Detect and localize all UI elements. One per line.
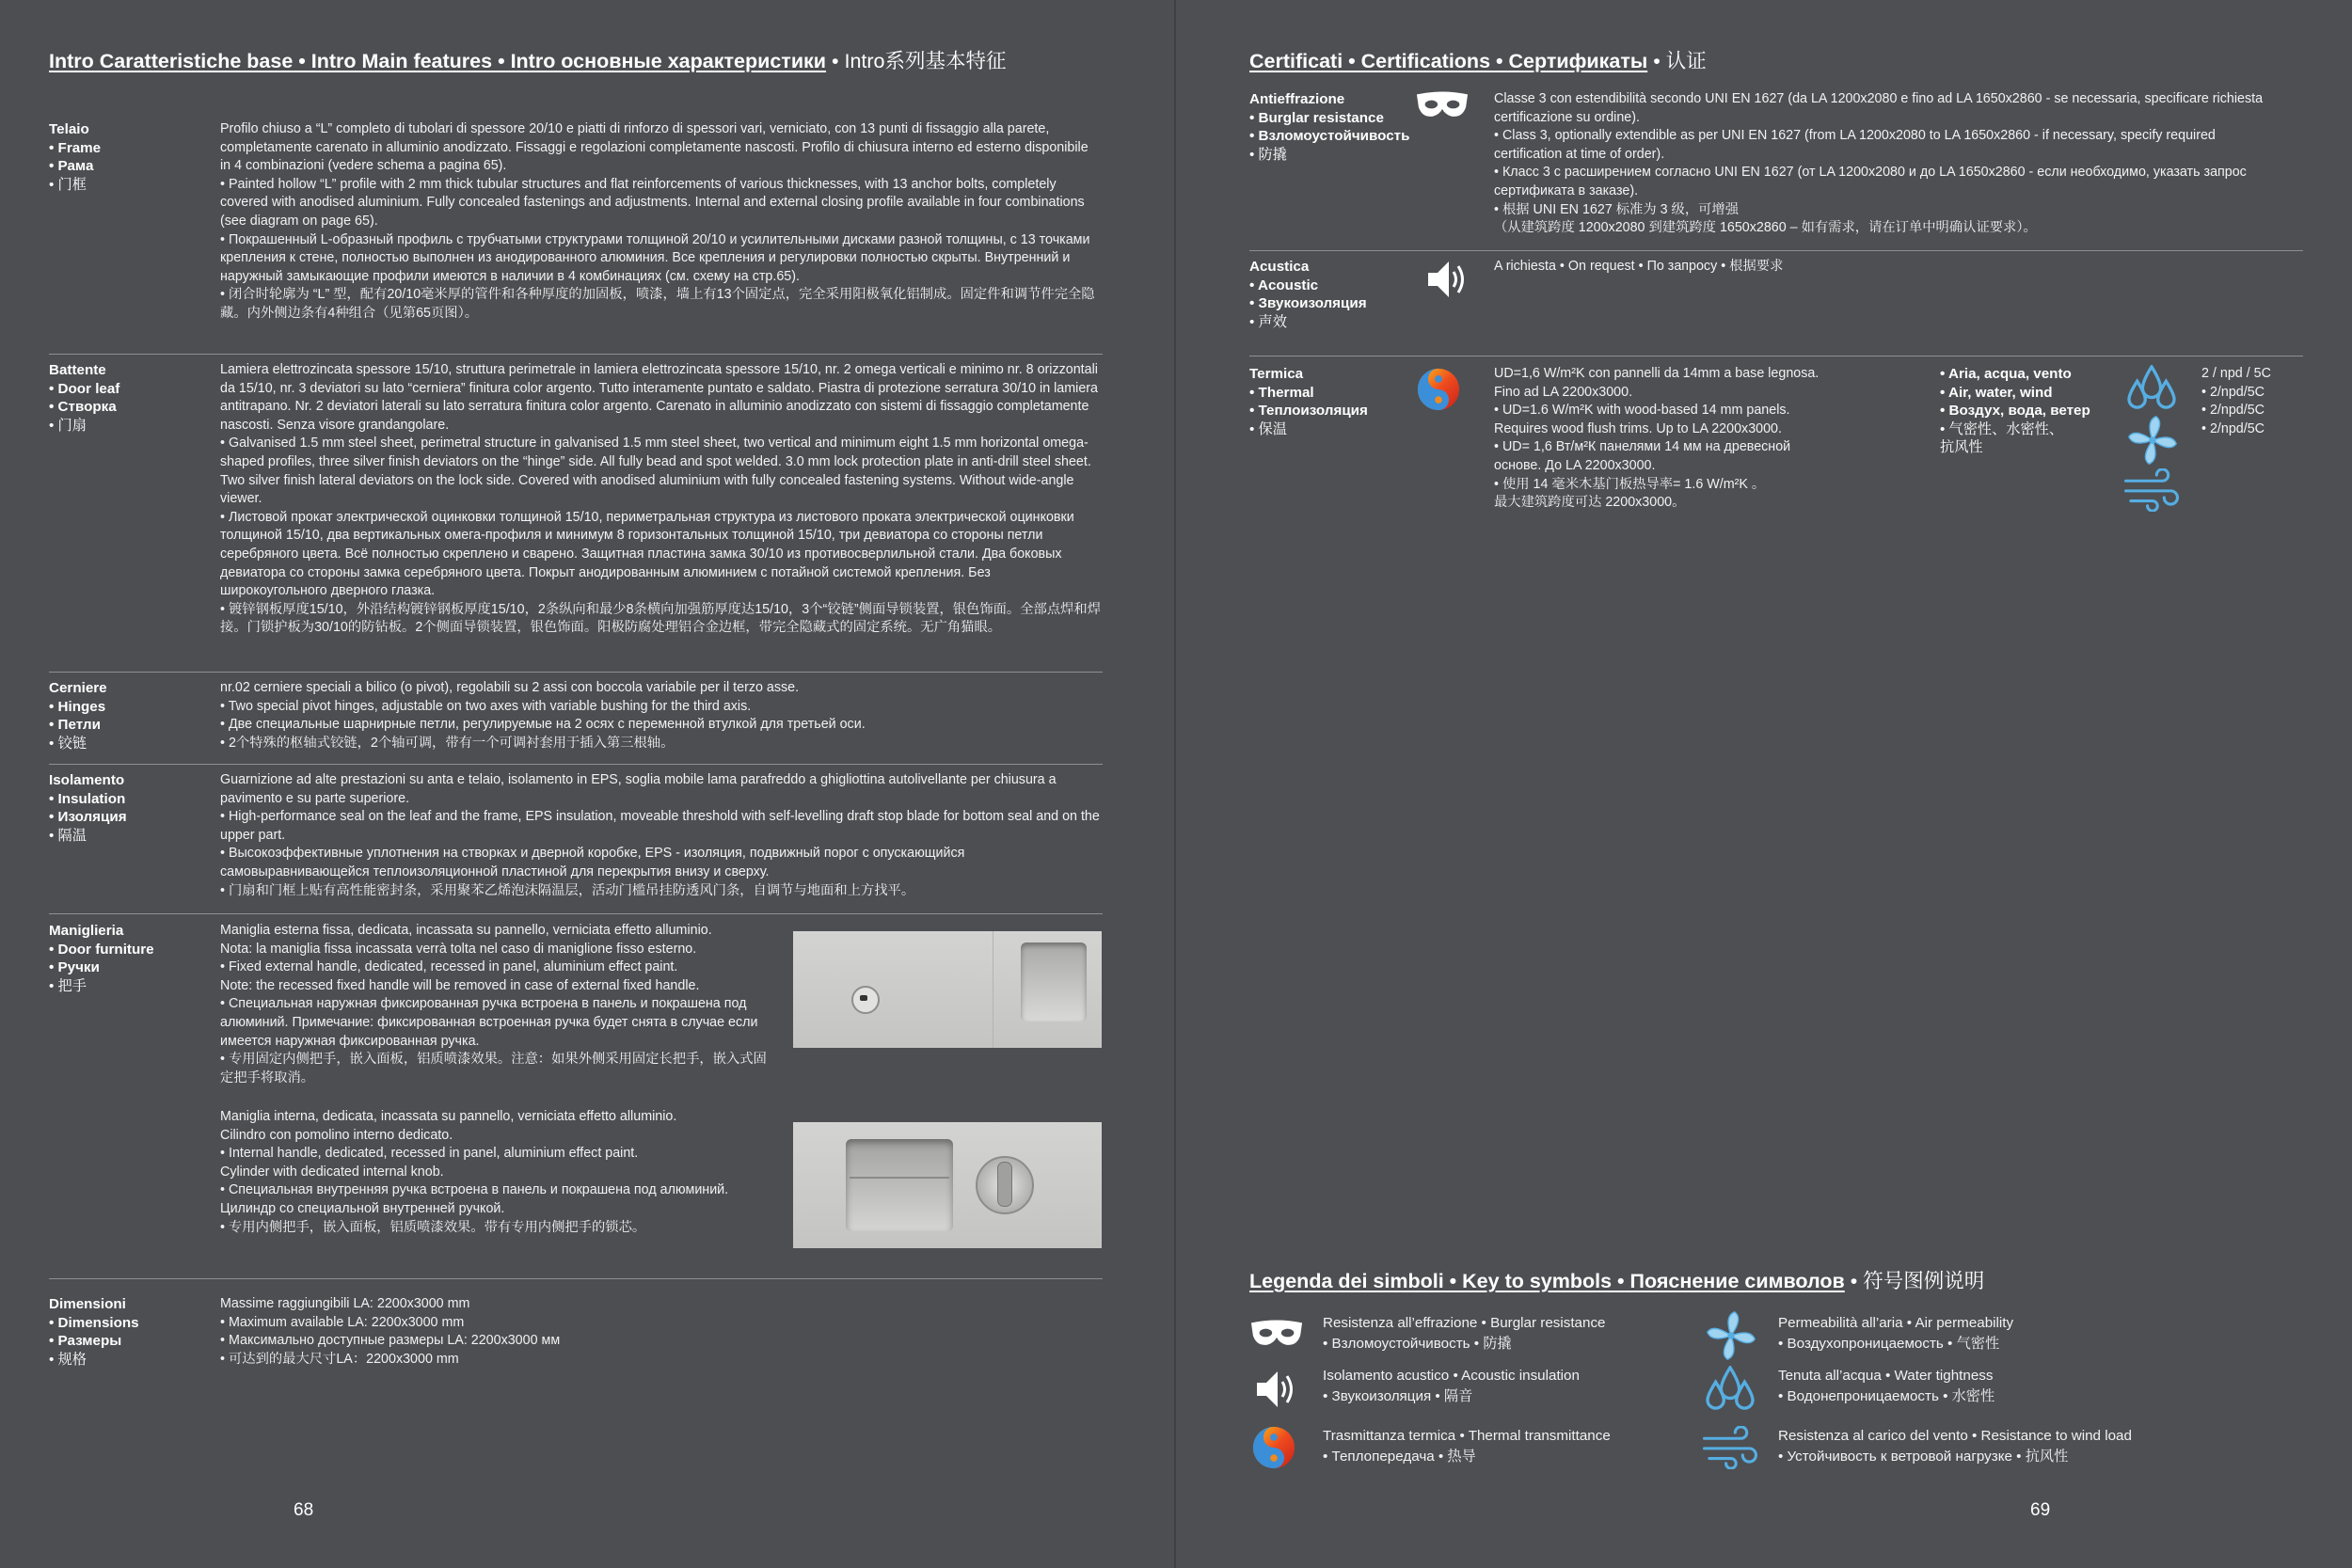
section-text-insulation bbox=[220, 771, 1101, 900]
text-line: • 可达到的最大尺寸LA：2200x3000 mm bbox=[220, 1351, 459, 1367]
value-line: 2 / npd / 5C bbox=[2201, 366, 2271, 381]
text-line: Cylinder with dedicated internal knob. bbox=[220, 1164, 444, 1180]
right-page bbox=[1176, 0, 2352, 1568]
text-line: Maniglia esterna fissa, dedicata, incassata su pannello, verniciata effetto alluminio. bbox=[220, 923, 712, 938]
label-cn: • 声效 bbox=[1249, 313, 1287, 330]
legend-text: Resistenza al carico del vento • Resistance to wind load bbox=[1778, 1428, 2132, 1444]
text-line: Classe 3 con estendibilità secondo UNI EN 1627 (da LA 1200x2080 e fino ad LA 1650x2860 - se necessaria, specificare richiesta certificazione su ordine). bbox=[1494, 91, 2264, 125]
divider bbox=[1249, 250, 2303, 251]
mask-icon bbox=[1249, 1319, 1304, 1349]
text-line: • Painted hollow “L” profile with 2 mm thick tubular structures and flat reinforcements of various thicknesses, with 13 anchor bolts, completely covered with anodised aluminium. Fully concealed fastenings and adjustments. Internal and external closing profile available in four combinations (see diagram on page 65). bbox=[220, 176, 1085, 229]
divider bbox=[49, 913, 1103, 914]
divider bbox=[49, 764, 1103, 765]
left-title-main: Intro Caratteristiche base • Intro Main features • Intro основные характеристики bbox=[49, 50, 827, 72]
label-it: Battente bbox=[49, 362, 106, 378]
legend-title bbox=[1249, 1265, 1984, 1294]
section-label-frame bbox=[49, 120, 101, 194]
text-line: Note: the recessed fixed handle will be removed in case of external fixed handle. bbox=[220, 977, 700, 993]
wind-icon bbox=[2122, 468, 2181, 512]
label-ru: • Петли bbox=[49, 717, 101, 734]
label-en: • Door leaf bbox=[49, 380, 120, 397]
thermal-icon bbox=[1251, 1425, 1296, 1470]
text-line: • UD= 1,6 Вт/м²К панелями 14 мм на древесной bbox=[1494, 439, 1791, 455]
text-line: • Internal handle, dedicated, recessed in panel, aluminium effect paint. bbox=[220, 1146, 639, 1162]
label-it: Telaio bbox=[49, 121, 89, 137]
text-line: • 使用 14 毫米木基门板热导率= 1.6 W/m²K 。 bbox=[1494, 476, 1766, 492]
cert-label-burglar bbox=[1249, 90, 1409, 164]
legend-text: • Звукоизоляция • 隔音 bbox=[1323, 1388, 1473, 1404]
legend-item-acoustic bbox=[1323, 1366, 1580, 1407]
section-text-hinges bbox=[220, 679, 1101, 752]
legend-text: • Устойчивость к ветровой нагрузке • 抗风性 bbox=[1778, 1449, 2069, 1465]
label-en: • Thermal bbox=[1249, 384, 1314, 401]
label-ru: • Теплоизоляция bbox=[1249, 403, 1368, 420]
section-label-insulation bbox=[49, 771, 127, 845]
text-line: • 2个特殊的枢轴式铰链，2个轴可调，带有一个可调衬套用于插入第三根轴。 bbox=[220, 735, 675, 751]
text-line: • Class 3, optionally extendible as per UNI EN 1627 (from LA 1200x2080 to LA 1650x2860 - if necessary, specify required certification at time of order). bbox=[1494, 128, 2216, 162]
legend-item-water bbox=[1778, 1366, 1994, 1407]
label-ru: • Размеры bbox=[49, 1333, 122, 1350]
value-line: • 2/npd/5C bbox=[2201, 403, 2265, 419]
legend-text: Isolamento acustico • Acoustic insulation bbox=[1323, 1368, 1580, 1384]
text-line: Guarnizione ad alte prestazioni su anta e telaio, isolamento in EPS, soglia mobile lama parafreddo a ghigliottina autolivellante per chiusura a pavimento e su parte superiore. bbox=[220, 772, 1057, 806]
text-line: • Maximum available LA: 2200x3000 mm bbox=[220, 1314, 465, 1330]
section-text-external-handle bbox=[220, 922, 775, 1087]
label-ru: • Воздух, вода, ветер bbox=[1940, 403, 2090, 420]
label-it: • Aria, acqua, vento bbox=[1940, 366, 2072, 382]
internal-handle-photo bbox=[793, 1122, 1102, 1248]
cert-text-burglar bbox=[1494, 90, 2265, 238]
text-line: • 闭合时轮廓为 “L” 型，配有20/10毫米厚的管件和各种厚度的加固板，喷漆，墙上有13个固定点，完全采用阳极氧化铝制成。固定件和调节件完全隐藏。内外侧边条有4种组合（见第65页图）。 bbox=[220, 287, 1095, 321]
fan-icon bbox=[1705, 1309, 1757, 1362]
label-it: Dimensioni bbox=[49, 1296, 126, 1312]
text-line: （从建筑跨度 1200x2080 到建筑跨度 1650x2860 – 如有需求，请在订单中明确认证要求）。 bbox=[1494, 220, 2037, 236]
label-ru: • Створка bbox=[49, 399, 117, 416]
text-line: • Листовой прокат электрической оцинковки толщиной 15/10, периметральная структура из листового проката электрической оцинковки толщиной 15/10, два вертикальных омега-профиля и минимум 8 горизонтальных толщиной 15/10, три девиатора со стороны петли серебряного цвета. Всё полностью скреплено и сварено. Защитная пластина замка 30/10 из противосверлильной стали. Два боковых девиатора со стороны замка серебряного цвета. Покрыт анодированным алюминием с потайной системой крепления. Без широкоугольного дверного глазка. bbox=[220, 509, 1074, 599]
text-line: • Galvanised 1.5 mm steel sheet, perimetral structure in galvanised 1.5 mm steel sheet, two vertical and minimum eight 1.5 mm horizontal omega-shaped profiles, three silver finish deviators on the “hinge” side. All fully bead and spot welded. 3.0 mm lock protection plate in anti-drill steel sheet. Two silver finish lateral deviators on the lock side. Covered with anodised aluminium with fully concealed fastening systems. Without wide-angle viewer. bbox=[220, 436, 1091, 507]
text-line: • Класс 3 с расширением согласно UNI EN 1627 (от LA 1200x2080 и до LA 1650x2860 - если необходимо, указать запрос сертификата в заказе). bbox=[1494, 165, 2247, 198]
section-label-dimensions bbox=[49, 1295, 139, 1369]
section-label-door-furniture bbox=[49, 922, 154, 995]
label-cn: • 保温 bbox=[1249, 420, 1287, 437]
label-cn: • 门扇 bbox=[49, 417, 87, 434]
text-line: • 根据 UNI EN 1627 标准为 3 级，可增强 bbox=[1494, 201, 1740, 217]
right-title-cn: • 认证 bbox=[1647, 50, 1707, 72]
label-en: • Insulation bbox=[49, 790, 126, 807]
text-line: Цилиндр со специальной внутренней ручкой. bbox=[220, 1200, 505, 1216]
text-line: • Покрашенный L-образный профиль с трубчатыми структурами толщиной 20/10 и усилительными дисками разной толщины, с 13 точками крепления к стене, полностью выполнен из анодированного алюминия. Все крепления и регулировки полностью скрыты. Внутренний и наружный замыкающие профили имеются в наличии в 4 комбинациях (см. схему на стр.65). bbox=[220, 231, 1090, 284]
cert-values-air-water-wind bbox=[2201, 365, 2333, 438]
label-it: Antieffrazione bbox=[1249, 91, 1345, 107]
water-drops-icon bbox=[2124, 365, 2179, 410]
divider bbox=[49, 354, 1103, 355]
legend-item-burglar bbox=[1323, 1313, 1606, 1354]
legend-text: Tenuta all’acqua • Water tightness bbox=[1778, 1368, 1994, 1384]
external-handle-photo bbox=[793, 931, 1102, 1048]
left-page bbox=[0, 0, 1174, 1568]
text-line: • Two special pivot hinges, adjustable on two axes with variable bushing for the third axis. bbox=[220, 698, 752, 714]
legend-text: • Воздухопроницаемость • 气密性 bbox=[1778, 1336, 2000, 1352]
label-en: • Hinges bbox=[49, 698, 106, 715]
legend-text: Trasmittanza termica • Thermal transmittance bbox=[1323, 1428, 1611, 1444]
label-en: • Frame bbox=[49, 139, 102, 156]
legend-title-main: Legenda dei simboli • Key to symbols • Пояснение символов bbox=[1249, 1270, 1845, 1292]
left-title-cn: • Intro系列基本特征 bbox=[826, 50, 1007, 72]
value-line: • 2/npd/5C bbox=[2201, 384, 2265, 400]
right-page-title bbox=[1249, 45, 1707, 74]
label-it: Maniglieria bbox=[49, 923, 124, 939]
divider bbox=[49, 672, 1103, 673]
page-number-right: 69 bbox=[2030, 1500, 2051, 1520]
label-cn: • 规格 bbox=[49, 1351, 87, 1368]
speaker-icon bbox=[1422, 256, 1470, 303]
text-line: • Максимально доступные размеры LA: 2200x3000 мм bbox=[220, 1333, 561, 1349]
label-cn: • 门框 bbox=[49, 176, 87, 193]
cert-label-thermal bbox=[1249, 365, 1368, 438]
text-line: • 专用内侧把手，嵌入面板，铝质喷漆效果。带有专用内侧把手的锁芯。 bbox=[220, 1219, 646, 1235]
label-cn: • 气密性、水密性、 bbox=[1940, 420, 2064, 437]
legend-item-wind bbox=[1778, 1426, 2132, 1467]
cert-text-acoustic bbox=[1494, 258, 2265, 277]
label-en: • Air, water, wind bbox=[1940, 384, 2053, 401]
water-drops-icon bbox=[1703, 1366, 1757, 1411]
right-title-main: Certificati • Certifications • Сертификаты bbox=[1249, 50, 1648, 72]
label-it: Isolamento bbox=[49, 772, 125, 788]
legend-text: • Взломоустойчивость • 防撬 bbox=[1323, 1336, 1512, 1352]
text-line: Cilindro con pomolino interno dedicato. bbox=[220, 1127, 453, 1143]
label-it: Termica bbox=[1249, 366, 1304, 382]
text-line: • Высокоэффективные уплотнения на створках и дверной коробке, EPS - изоляция, подвижный порог с опускающийся самовыравнивающейся теплоизоляционной пластиной для перекрытия внизу и сверху. bbox=[220, 846, 965, 879]
text-line: Fino ad LA 2200x3000. bbox=[1494, 384, 1633, 400]
text-line: • 镀锌钢板厚度15/10，外沿结构镀锌钢板厚度15/10，2条纵向和最少8条横向加强筋厚度达15/10，3个“铰链”侧面导锁装置，银色饰面。全部点焊和焊接。门锁护板为30/10的防钻板。2个侧面导锁装置，银色饰面。阳极防腐处理铝合金边框，带完全隐藏式的固定系统。无广角猫眼。 bbox=[220, 601, 1102, 636]
label-en: • Burglar resistance bbox=[1249, 109, 1384, 126]
label-cn: • 铰链 bbox=[49, 735, 87, 752]
legend-text: Resistenza all’effrazione • Burglar resistance bbox=[1323, 1315, 1606, 1331]
label-ru: • Ручки bbox=[49, 959, 100, 976]
label-ru: • Изоляция bbox=[49, 809, 127, 826]
label-ru: • Звукоизоляция bbox=[1249, 295, 1367, 312]
text-line: • Специальная наружная фиксированная ручка встроена в панель и покрашена под алюминий. Примечание: фиксированная встроенная ручка будет снята в случае если имеется наружная фиксированная ручка. bbox=[220, 996, 758, 1049]
label-it: Cerniere bbox=[49, 680, 107, 696]
label-it: Acustica bbox=[1249, 259, 1310, 275]
label-en: • Door furniture bbox=[49, 941, 154, 958]
legend-item-thermal bbox=[1323, 1426, 1611, 1467]
text-line: • Две специальные шарнирные петли, регулируемые на 2 осях с переменной втулкой для третьей оси. bbox=[220, 717, 866, 733]
text-line: • 门扇和门框上贴有高性能密封条，采用聚苯乙烯泡沫隔温层，活动门槛吊挂防透风门条，自调节与地面和上方找平。 bbox=[220, 882, 915, 898]
wind-icon bbox=[1701, 1426, 1759, 1469]
section-label-door-leaf bbox=[49, 361, 119, 435]
section-text-dimensions bbox=[220, 1295, 1101, 1369]
thermal-icon bbox=[1416, 367, 1461, 412]
text-line: UD=1,6 W/m²K con pannelli da 14mm a base legnosa. bbox=[1494, 366, 1820, 381]
label-cn: • 把手 bbox=[49, 977, 87, 994]
legend-text: • Теплопередача • 热导 bbox=[1323, 1449, 1476, 1465]
page-number-left: 68 bbox=[294, 1500, 314, 1520]
text-line: • Fixed external handle, dedicated, recessed in panel, aluminium effect paint. bbox=[220, 959, 678, 975]
label-en: • Dimensions bbox=[49, 1314, 139, 1331]
text-line: Nota: la maniglia fissa incassata verrà tolta nel caso di maniglione fisso esterno. bbox=[220, 941, 697, 957]
label-cn: • 隔温 bbox=[49, 827, 87, 844]
legend-text: Permeabilità all’aria • Air permeability bbox=[1778, 1315, 2014, 1331]
section-text-frame bbox=[220, 120, 1101, 324]
legend-title-cn: • 符号图例说明 bbox=[1844, 1270, 1985, 1292]
text-line: Lamiera elettrozincata spessore 15/10, struttura perimetrale in lamiera elettrozincata spessore 15/10, nr. 2 omega verticali e minimo nr. 8 orizzontali da 15/10, nr. 3 deviatori su lato “cerniera” finitura color argento. Tutto interamente puntato e saldato. Piastra di protezione serratura 30/10 in lamiera antitrapano. Nr. 2 deviatori laterali su lato serratura finitura color argento. Carenato in alluminio anodizzato con sistemi di fissaggio completamente nascosti. Senza visore grandangolare. bbox=[220, 362, 1099, 433]
left-page-title bbox=[49, 45, 1007, 74]
section-label-hinges bbox=[49, 679, 107, 752]
label-en: • Acoustic bbox=[1249, 277, 1319, 293]
text-line: 最大建筑跨度可达 2200x3000。 bbox=[1494, 495, 1686, 511]
label-cn: 抗风性 bbox=[1940, 439, 1983, 456]
legend-item-air bbox=[1778, 1313, 2013, 1354]
text-line: Massime raggiungibili LA: 2200x3000 mm bbox=[220, 1296, 470, 1311]
label-ru: • Рама bbox=[49, 158, 94, 175]
label-ru: • Взломоустойчивость bbox=[1249, 128, 1410, 145]
text-line: • 专用固定内侧把手，嵌入面板，铝质喷漆效果。注意：如果外侧采用固定长把手，嵌入式固定把手将取消。 bbox=[220, 1052, 767, 1085]
fan-icon bbox=[2126, 414, 2179, 467]
cert-label-acoustic bbox=[1249, 258, 1367, 331]
section-text-internal-handle bbox=[220, 1108, 775, 1237]
text-line: Maniglia interna, dedicata, incassata su pannello, verniciata effetto alluminio. bbox=[220, 1109, 677, 1124]
value-line: • 2/npd/5C bbox=[2201, 420, 2265, 436]
label-cn: • 防撬 bbox=[1249, 146, 1287, 163]
text-line: • Специальная внутренняя ручка встроена в панель и покрашена под алюминий. bbox=[220, 1182, 729, 1198]
divider bbox=[49, 1278, 1103, 1279]
speaker-icon bbox=[1251, 1366, 1298, 1413]
text-line: • High-performance seal on the leaf and the frame, EPS insulation, moveable threshold with self-levelling draft stop blade for bottom seal and on the upper part. bbox=[220, 809, 1100, 843]
text-line: nr.02 cerniere speciali a bilico (o pivot), regolabili su 2 assi con boccola variabile per il terzo asse. bbox=[220, 680, 800, 695]
text-line: A richiesta • On request • По запросу • 根据要求 bbox=[1494, 259, 1784, 274]
text-line: • UD=1.6 W/m²K with wood-based 14 mm panels. bbox=[1494, 403, 1790, 419]
section-text-door-leaf bbox=[220, 361, 1101, 638]
text-line: Requires wood flush trims. Up to LA 2200x3000. bbox=[1494, 420, 1782, 436]
cert-label-air-water-wind bbox=[1940, 365, 2090, 457]
text-line: Profilo chiuso a “L” completo di tubolari di spessore 20/10 e piatti di rinforzo di spessori vari, verniciato, con 13 punti di fissaggio alla parete, completamente carenato in alluminio anodizzato. Fissaggi e regolazioni completamente nascosti. Profilo di chiusura interno ed esterno disponibile in 4 combinazioni (vedere schema a pagina 65). bbox=[220, 121, 1089, 174]
mask-icon bbox=[1415, 90, 1470, 120]
cert-text-thermal bbox=[1494, 365, 1927, 513]
text-line: основе. До LA 2200x3000. bbox=[1494, 457, 1656, 473]
legend-text: • Водонепроницаемость • 水密性 bbox=[1778, 1388, 1995, 1404]
